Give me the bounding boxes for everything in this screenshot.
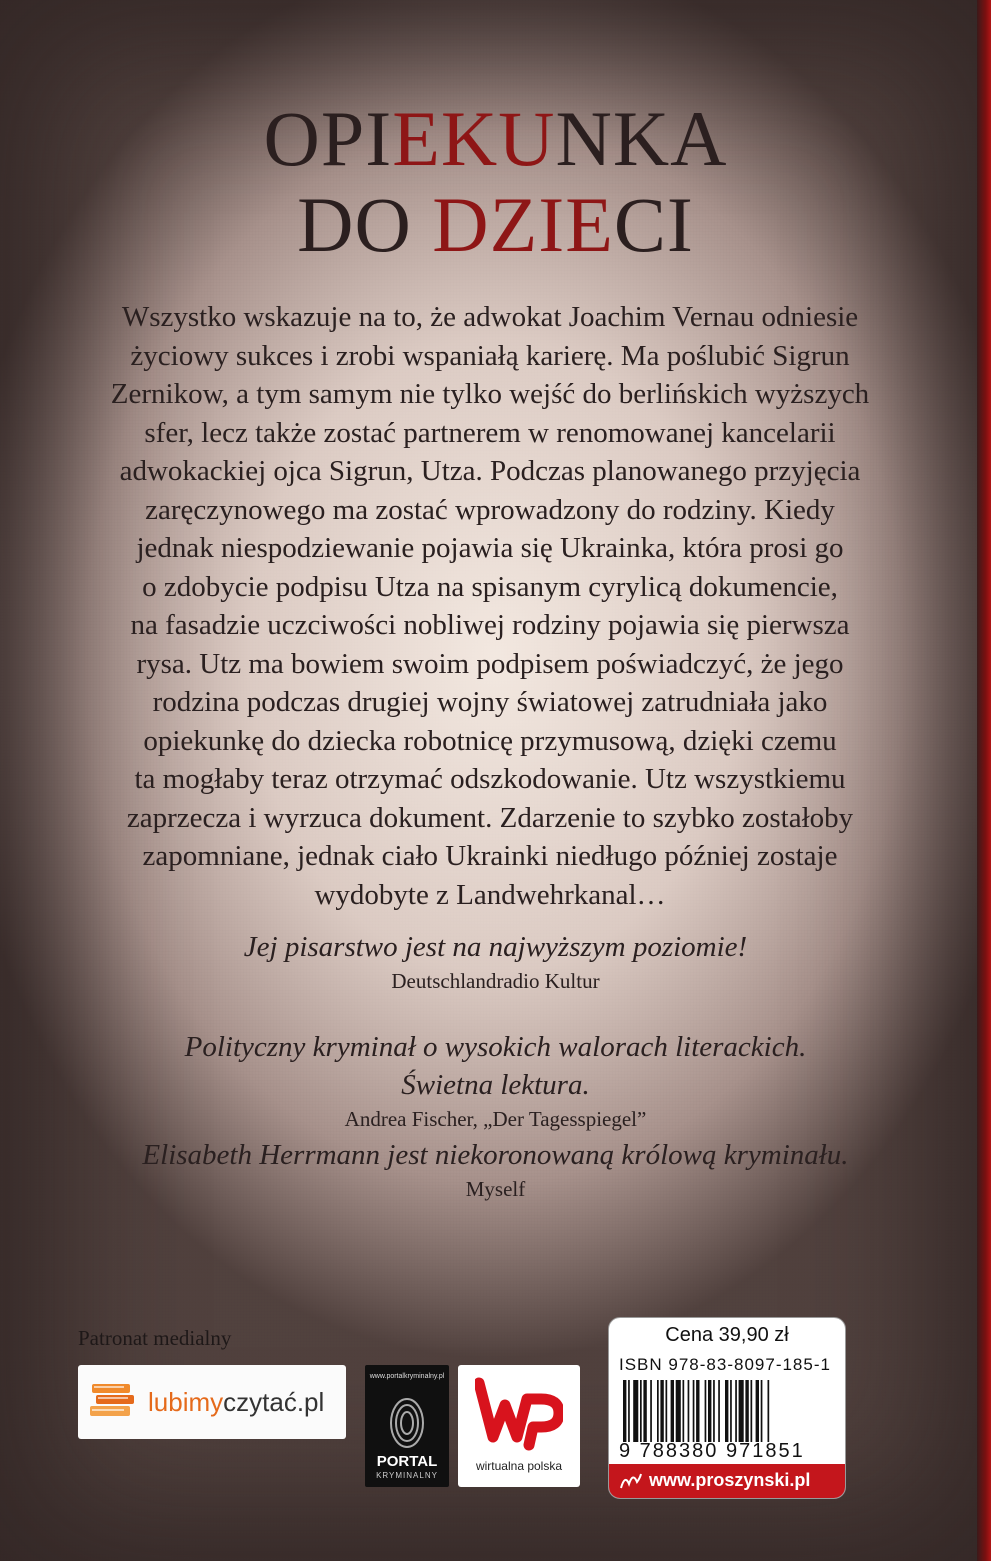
synopsis (80, 298, 900, 914)
synopsis-line: życiowy sukces i zrobi wspaniałą karierę. Ma poślubić Sigrun (130, 339, 850, 372)
synopsis-line: Wszystko wskazuje na to, że adwokat Joachim Vernau odniesie (121, 301, 859, 333)
barcode-bar (688, 1380, 690, 1442)
synopsis-line: ta mogłaby teraz otrzymać odszkodowanie. Utz wszystkiemu (134, 763, 846, 795)
quote-text: Świetna lektura. (401, 1069, 590, 1101)
czytac-part: czytać.pl (223, 1386, 325, 1417)
price-label: Cena 39,90 zł (665, 1324, 789, 1346)
barcode-bar (660, 1380, 663, 1442)
synopsis-line: Zernikow, a tym samym nie tylko wejść do berlińskich wyższych (110, 378, 870, 410)
barcode-bar (708, 1380, 711, 1442)
lubimyczytac-logo (78, 1365, 346, 1439)
barcode-bar (657, 1380, 659, 1442)
title-line-1 (0, 95, 991, 182)
isbn-label: ISBN 978-83-8097-185-1 (619, 1355, 831, 1374)
ean-number: 9 788380 971851 (619, 1440, 805, 1462)
wirtualna-polska-logo (458, 1365, 580, 1487)
review-quote-3 (0, 1136, 991, 1202)
lubimy-part: lubimy (148, 1386, 224, 1417)
synopsis-line: rysa. Utz ma bowiem swoim podpisem poświadczyć, że jego (136, 647, 844, 680)
barcode-bar (676, 1380, 681, 1442)
barcode-bar (735, 1380, 737, 1442)
barcode-icon (621, 1380, 833, 1442)
barcode-bar (718, 1380, 720, 1442)
barcode-bar (650, 1380, 652, 1442)
publisher-url: www.proszynski.pl (649, 1470, 811, 1490)
portal-kryminalny-logo (365, 1365, 449, 1487)
barcode-bar (761, 1380, 763, 1442)
portal-text: PORTAL (376, 1453, 438, 1470)
fingerprint-icon (387, 1395, 427, 1451)
barcode-bar (739, 1380, 744, 1442)
barcode-bar (725, 1380, 728, 1442)
review-quote-2 (0, 1028, 991, 1132)
barcode-bar (768, 1380, 770, 1442)
title-part: CI (613, 181, 694, 268)
barcode-bar (683, 1380, 685, 1442)
barcode-bar (705, 1380, 707, 1442)
books-icon (86, 1374, 142, 1430)
barcode-bar (745, 1380, 748, 1442)
barcode-bar (751, 1380, 753, 1442)
media-patronage-label: Patronat medialny (78, 1326, 232, 1350)
barcode-bar (666, 1380, 668, 1442)
quote-text: Jej pisarstwo jest na najwyższym poziomie! (243, 931, 748, 963)
synopsis-line: opiekunkę do dziecka robotnicę przymusową, dzięki czemu (143, 724, 837, 757)
quote-text: Elisabeth Herrmann jest niekoronowaną królową kryminału. (142, 1139, 849, 1171)
synopsis-line: wydobyte z Landwehrkanal… (314, 878, 666, 911)
publisher-url-bar[interactable] (609, 1464, 845, 1498)
barcode-bar (643, 1380, 646, 1442)
barcode-bar (756, 1380, 759, 1442)
synopsis-line: adwokackiej ojca Sigrun, Utza. Podczas planowanego przyjęcia (119, 455, 861, 487)
title-part: NKA (555, 95, 728, 182)
wp-mark-icon (475, 1375, 563, 1455)
title-part-red: DZIE (432, 181, 614, 268)
wp-text: wirtualna polska (475, 1459, 563, 1473)
synopsis-line: na fasadzie uczciwości nobliwej rodziny pojawia się pierwsza (130, 609, 850, 641)
quote-text: Polityczny kryminał o wysokich walorach literackich. (184, 1031, 807, 1063)
synopsis-line: zaprzecza i wyrzuca dokument. Zdarzenie to szybko zostałoby (126, 801, 854, 834)
title-part: DO (297, 181, 433, 268)
barcode-bar (640, 1380, 642, 1442)
title-line-2 (0, 181, 991, 268)
barcode-bar (713, 1380, 715, 1442)
synopsis-line: zaręczynowego ma zostać wprowadzony do rodziny. Kiedy (145, 493, 835, 526)
quote-source: Myself (465, 1177, 526, 1201)
quote-source: Andrea Fischer, „Der Tagesspiegel” (344, 1107, 647, 1131)
title-part-red: EKU (392, 95, 556, 182)
barcode-bar (628, 1380, 630, 1442)
synopsis-line: o zdobycie podpisu Utza na spisanym cyrylicą dokumencie, (142, 570, 838, 603)
synopsis-line: jednak niespodziewanie pojawia się Ukrainka, która prosi go (136, 532, 844, 564)
price-barcode-box (608, 1317, 846, 1499)
barcode-bar (671, 1380, 674, 1442)
barcode-bar (693, 1380, 695, 1442)
barcode-bar (730, 1380, 732, 1442)
kryminalny-text: KRYMINALNY (376, 1471, 438, 1480)
barcode-bar (633, 1380, 638, 1442)
title-part: OPI (263, 95, 393, 182)
quote-source: Deutschlandradio Kultur (391, 969, 600, 993)
synopsis-line: zapomniane, jednak ciało Ukrainki niedługo później zostaje (142, 840, 838, 872)
barcode-bar (696, 1380, 699, 1442)
publisher-logo-icon (619, 1470, 643, 1492)
lubimyczytac-text (148, 1387, 324, 1418)
portal-url: www.portalkryminalny.pl (369, 1373, 445, 1380)
review-quote-1 (0, 928, 991, 994)
synopsis-line: rodzina podczas drugiej wojny światowej zatrudniała jako (152, 686, 828, 718)
barcode-bar (623, 1380, 626, 1442)
synopsis-line: sfer, lecz także zostać partnerem w renomowanej kancelarii (144, 416, 836, 449)
